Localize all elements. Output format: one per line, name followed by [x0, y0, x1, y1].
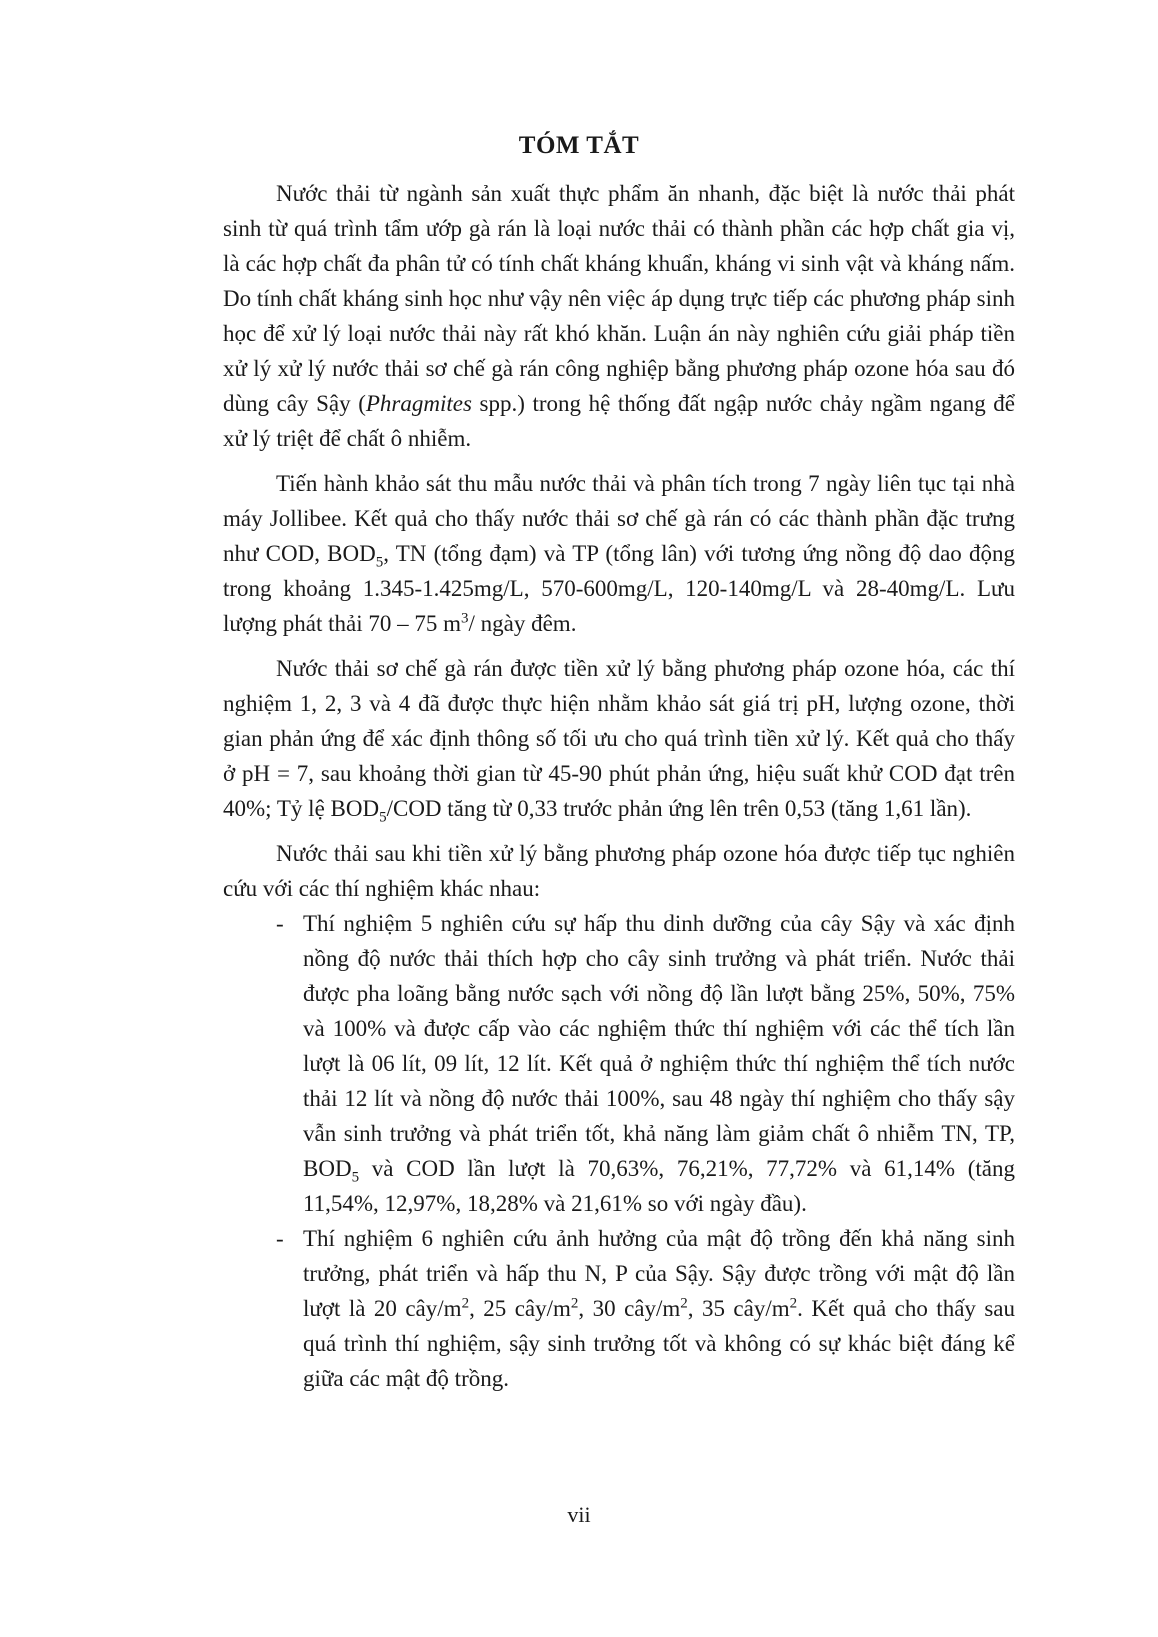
paragraph-experiments-intro: Nước thải sau khi tiền xử lý bằng phương pháp ozone hóa được tiếp tục nghiên cứu với các thí nghiệm khác nhau: — [223, 841, 1015, 901]
paragraph-survey: Tiến hành khảo sát thu mẫu nước thải và phân tích trong 7 ngày liên tục tại nhà máy Jollibee. Kết quả cho thấy nước thải sơ chế gà rán có các thành phần đặc trưng như COD, $BOD_5$, TN (tổng đạm) và TP (tổng lân) với tương ứng nồng độ dao động trong khoảng 1.345-1.425mg/L, 570-600mg/L, 120-140mg/L và 28-40mg/L. Lưu lượng phát thải 70 – 75 $m^3/$ ngày đêm. — [223, 471, 1015, 636]
list-item: - Thí nghiệm 5 nghiên cứu sự hấp thu dinh dưỡng của cây Sậy và xác định nồng độ nước thải thích hợp cho cây sinh trưởng và phát triển. Nước thải được pha loãng bằng nước sạch với nồng độ lần lượt bằng 25%, 50%, 75% và 100% và được cấp vào các nghiệm thức thí nghiệm với các thể tích lần lượt là 06 lít, 09 lít, 12 lít. Kết quả ở nghiệm thức thí nghiệm thể tích nước thải 12 lít và nồng độ nước thải 100%, sau 48 ngày thí nghiệm cho thấy sậy vẫn sinh trưởng và phát triển tốt, khả năng làm giảm chất ô nhiễm TN, TP, $BOD_5$ và COD lần lượt là 70,63%, 76,21%, 77,72% và 61,14% (tăng 11,54%, 12,97%, 18,28% và 21,61% so với ngày đầu). — [223, 906, 1015, 1221]
paragraph-intro: Nước thải từ ngành sản xuất thực phẩm ăn nhanh, đặc biệt là nước thải phát sinh từ quá trình tẩm ướp gà rán là loại nước thải có thành phần các hợp chất gia vị, là các hợp chất đa phân tử có tính chất kháng khuẩn, kháng vi sinh vật và kháng nấm. Do tính chất kháng sinh học như vậy nên việc áp dụng trực tiếp các phương pháp sinh học để xử lý loại nước thải này rất khó khăn. Luận án này nghiên cứu giải pháp tiền xử lý xử lý nước thải sơ chế gà rán công nghiệp bằng phương pháp ozone hóa sau đó dùng cây Sậy (Phragmites spp.) trong hệ thống đất ngập nước chảy ngầm ngang để xử lý triệt để chất ô nhiễm. — [223, 181, 1016, 451]
dash-bullet: - — [276, 1226, 284, 1251]
list-item: - Thí nghiệm 6 nghiên cứu ảnh hưởng của mật độ trồng đến khả năng sinh trưởng, phát triển và hấp thu N, P của Sậy. Sậy được trồng với mật độ lần lượt là 20 cây/$m^2$, 25 cây/$m^2$, 30 cây/$m^2$, 35 cây/$m^2$. Kết quả cho thấy sau quá trình thí nghiệm, sậy sinh trưởng tốt và không có sự khác biệt đáng kể giữa các mật độ trồng. — [223, 1221, 1015, 1396]
paragraph-ozone: Nước thải sơ chế gà rán được tiền xử lý bằng phương pháp ozone hóa, các thí nghiệm 1, 2, 3 và 4 đã được thực hiện nhằm khảo sát giá trị pH, lượng ozone, thời gian phản ứng để xác định thông số tối ưu cho quá trình tiền xử lý. Kết quả cho thấy ở pH = 7, sau khoảng thời gian từ 45-90 phút phản ứng, hiệu suất khử COD đạt trên 40%; Tỷ lệ $BOD_5$/COD tăng từ 0,33 trước phản ứng lên trên 0,53 (tăng 1,61 lần). — [223, 656, 1015, 826]
species-name: Phragmites — [365, 391, 472, 416]
dash-bullet: - — [276, 911, 284, 936]
summary-body — [223, 176, 1015, 1396]
page-number: vii — [567, 1502, 591, 1527]
page-title: TÓM TẮT — [518, 132, 640, 159]
experiment-list — [223, 906, 1015, 1396]
